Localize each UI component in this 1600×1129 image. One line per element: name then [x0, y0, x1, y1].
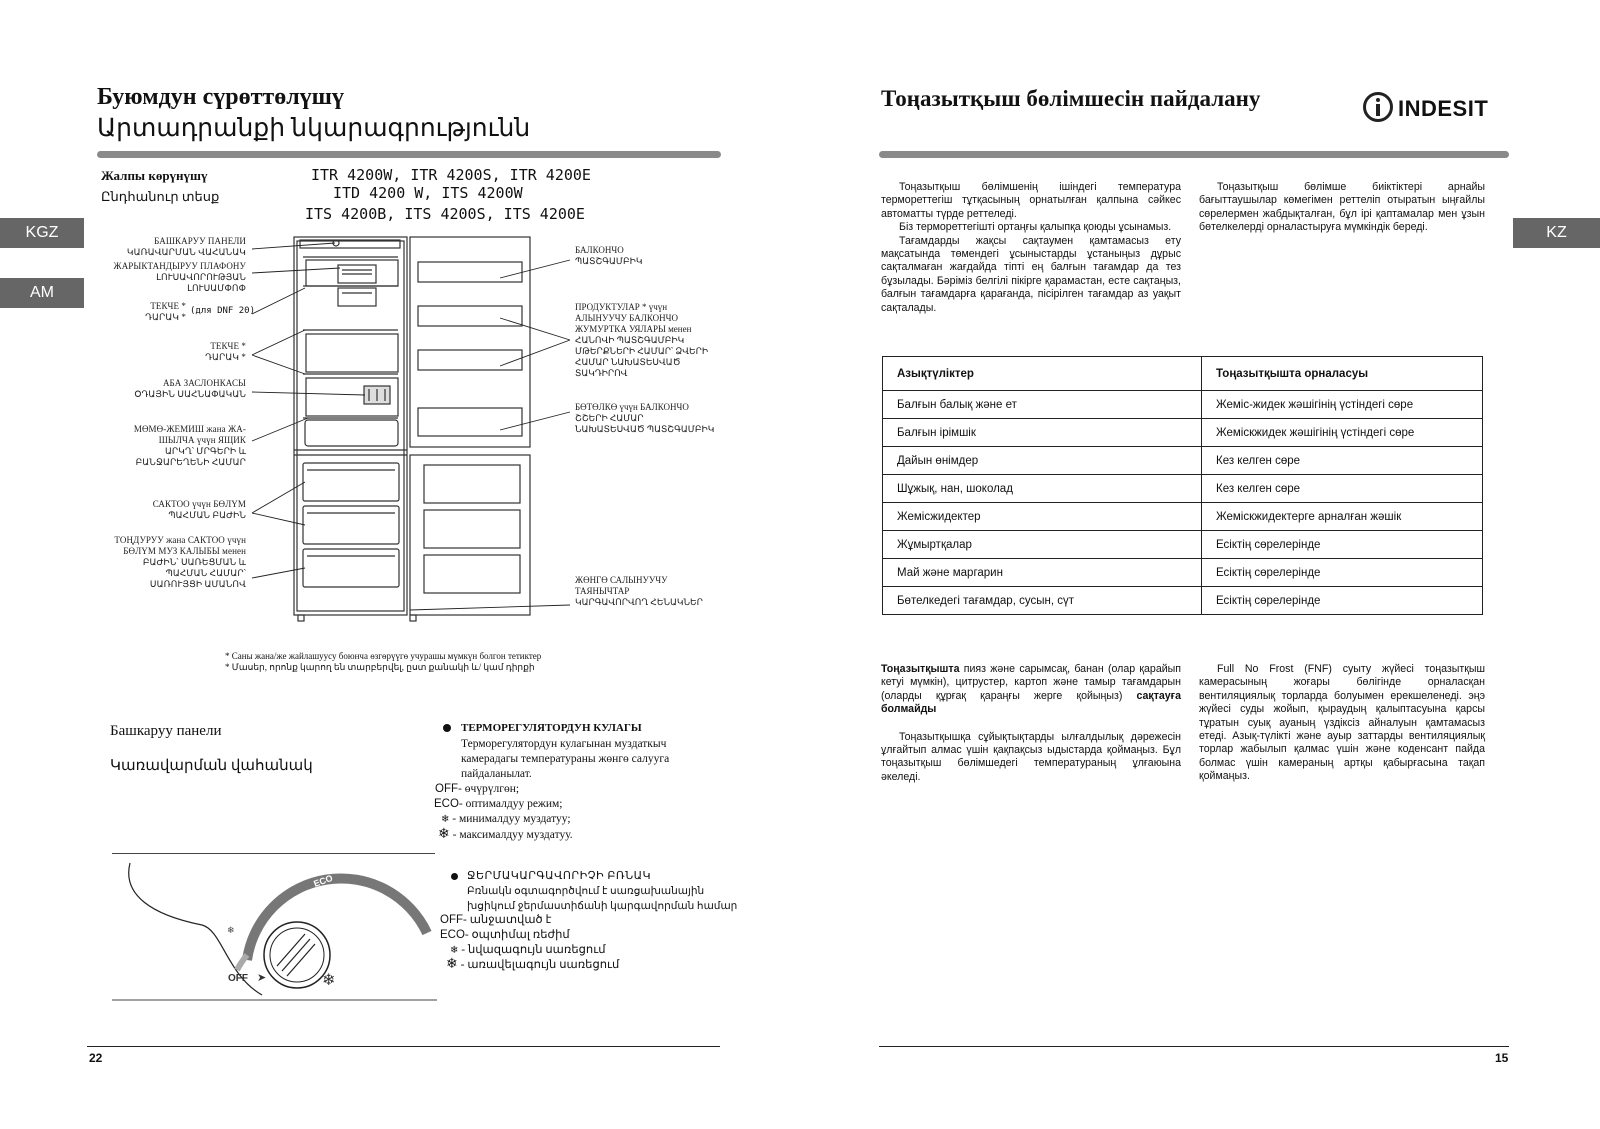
- fridge-body-left: [294, 237, 407, 615]
- fridge-door-upper: [410, 237, 530, 447]
- header-rule: [97, 151, 721, 158]
- overview-title-am: Ընդհանուր տեսք: [101, 189, 220, 204]
- model-list-line-1: ITR 4200W, ITR 4200S, ITR 4200E: [311, 166, 591, 184]
- divider-line: [112, 853, 435, 854]
- label-shelf-1-note: (для DNF 20): [190, 306, 256, 316]
- label-shelf-1: ТЕКЧЕ * ԴԱՐԱԿ *: [145, 301, 186, 322]
- food-placement-table: [882, 356, 1483, 615]
- label-freezer-compartment: ТОҢДУРУУ жана САКТОО үчүн БӨЛҮМ МУЗ КАЛЫБЫ менен ԲԱԺԻՆ՝ ՍԱՌԵՑՄԱՆ և ՊԱՀՄԱՆ ՀԱՄԱՐ՝ ՍԱՌՈՒՅՑԻ ԱՄԱՆՈՎ: [114, 535, 246, 589]
- table-row: Балғын ірімшік Жеміскжидек жәшігінің үстіндегі сөре: [883, 419, 1483, 447]
- table-row: Жұмыртқалар Есіктің сөрелерінде: [883, 531, 1483, 559]
- storage-warning-column: Тоңазытқышта пияз және сарымсақ, банан (олар қарайып кетуі мүмкін), цитрустер, картоп және тамыр тағамдарын (оларды құрғақ қараңғы жерге қойыңыз) сақтауға болмайды Тоңазытқышқа сұйықтықтарды ылғалдылық дәрежесін ұлғайтып алмас үшін қақпақсыз ыдыстарда қоймаңыз. Бұл тоңазытқыш бөлімшедегі температураның ұлғаюына әкеледі.: [881, 663, 1181, 783]
- dial-eco-label: ECO: [312, 872, 335, 889]
- snowflake-small-icon: ❄: [450, 945, 459, 956]
- bullet-icon: [451, 873, 458, 880]
- thermostat-dial: [112, 855, 437, 1005]
- label-storage-compartment: САКТОО үчүн БӨЛҮМ ՊԱՀՄԱՆ ԲԱԺԻՆ: [152, 499, 246, 520]
- page-number-left: 22: [89, 1051, 103, 1065]
- knob-heading-kg: ТЕРМОРЕГУЛЯТОРДУН КУЛАГЫ: [461, 722, 642, 734]
- model-list-line-2: ITD 4200 W, ITS 4200W: [333, 184, 523, 202]
- table-row: Шұжық, нан, шоколад Кез келген сөре: [883, 475, 1483, 503]
- table-row: Балғын балық және ет Жеміс-жидек жәшігінің үстіндегі сөре: [883, 391, 1483, 419]
- svg-text:➤: ➤: [257, 972, 267, 984]
- label-bottle-balcony: БӨТӨЛКӨ үчүн БАЛКОНЧО ՇՇԵՐԻ ՀԱՄԱՐ ՆԱԽԱՏԵՍՎԱԾ ՊԱՏՇԳԱՄԲԻԿ: [575, 402, 715, 434]
- label-control-panel: БАШКАРУУ ПАНЕЛИ ԿԱՌԱՎԱՐՄԱՆ ՎԱՀԱՆԱԿ: [126, 236, 246, 257]
- knob-heading-am: ՋԵՐՄԱԿԱՐԳԱՎՈՐԻՉԻ ԲՌՆԱԿ: [467, 870, 652, 882]
- knob-eco-kg: ECO- оптималдуу режим;: [434, 798, 563, 810]
- header-rule-right: [879, 151, 1509, 158]
- snowflake-large-icon: ❄: [446, 957, 458, 972]
- knob-off-am: OFF- անջատված է: [440, 914, 552, 926]
- snowflake-small-icon: ❄: [441, 814, 450, 825]
- no-frost-column: Full No Frost (FNF) суыту жүйесі тоңазытқыш камерасының жоғары бөлігінде орналасқан вентиляциялық торларда болуымен ерекшеленеді. эңэ жүйесі суды жойып, қыраудың қалыптасуына қарсы тұратын суық ауаның үздіксіз айналуын қамтамасыз етеді. Азық-түлікті және ауыр заттарды вентиляциялық торлар жабылып қалмас үшін және коденсант пайда болмас үшін камераның артқы қабырғасына тақап қоймаңыз.: [1199, 663, 1485, 783]
- overview-title-kg: Жалпы көрүнүшү: [101, 168, 208, 183]
- svg-text:❄: ❄: [227, 925, 235, 935]
- language-tab-kgz: KGZ: [0, 218, 84, 248]
- crisper-drawer: [305, 420, 398, 446]
- page-number-right: 15: [1495, 1051, 1509, 1065]
- language-tab-kz: KZ: [1513, 218, 1600, 248]
- label-removable-balcony: ПРОДУКТУЛАР * үчүн АЛЫНУУЧУ БАЛКОНЧО ЖУМУРТКА УЯЛАРЫ менен ՀԱՆՈՎԻ ՊԱՏՇԳԱՄԲԻԿ ՄԹԵՐՔՆԵՐԻ ՀԱՄԱՐ՝ ՁՎԵՐԻ ՀԱՄԱՐ ՆԱԽԱՏԵՍՎԱԾ ՏԱԿԴԻՐՈՎ: [575, 302, 709, 378]
- control-panel-title-am: Կառավարման վահանակ: [110, 758, 313, 774]
- table-header-cell: Азықтүліктер: [883, 357, 1202, 391]
- dial-off-label: OFF: [228, 973, 248, 984]
- table-row: Май және маргарин Есіктің сөрелерінде: [883, 559, 1483, 587]
- knob-max-am: ❄ - առավելագույն սառեցում: [446, 957, 620, 972]
- knob-min-kg: ❄ - минималдуу муздатуу;: [441, 813, 571, 825]
- label-adjustable-feet: ЖӨНГӨ САЛЫНУУЧУ ТАЯНЫЧТАР ԿԱՐԳԱՎՈՐՎՈՂ ՀԵՆԱԿՆԵՐ: [575, 575, 703, 607]
- control-panel-title-kg: Башкаруу панели: [110, 723, 222, 739]
- footnote-kg: * Саны жана/же жайлашуусу боюнча өзгөрүүгө учурашы мүмкүн болгон тетиктер: [225, 651, 542, 661]
- indesit-logo-icon: [1363, 92, 1393, 122]
- page-title-kz: Тоңазытқыш бөлімшесін пайдалану: [881, 86, 1261, 111]
- fridge-diagram: [240, 230, 620, 630]
- table-row: Жемісжидектер Жеміскжидектерге арналған жәшік: [883, 503, 1483, 531]
- table-row: Дайын өнімдер Кез келген сөре: [883, 447, 1483, 475]
- page-title-kg: Буюмдун сүрөттөлүшү: [97, 84, 344, 110]
- label-shelf-2: ТЕКЧЕ * ԴԱՐԱԿ *: [205, 341, 246, 362]
- brand-logo-text: INDESIT: [1398, 96, 1489, 121]
- freezer-drawer-2: [303, 506, 399, 544]
- model-list-line-3: ITS 4200B, ITS 4200S, ITS 4200E: [305, 205, 585, 223]
- table-header-cell: Тоңазытқышта орналасуы: [1202, 357, 1483, 391]
- intro-column-2: Тоңазытқыш бөлімше биіктіктері арнайы бағыттаушылар көмегімен реттеліп отыратын ыңғайлы сөрелермен жабдықталған, бұл ірі қаптамалар мен ұзын бөтелкелерді орналастыруға мүмкіндік береді.: [1199, 181, 1485, 234]
- knob-eco-am: ECO- օպտիմալ ռեժիմ: [440, 929, 570, 941]
- knob-max-kg: ❄ - максималдуу муздатуу.: [438, 827, 573, 842]
- language-tab-am: AM: [0, 278, 84, 308]
- fridge-door-lower: [410, 455, 530, 615]
- snowflake-large-icon: ❄: [438, 827, 450, 842]
- knob-desc-kg: Терморегулятордун кулагынан муздаткыч камерадагы температураны жөнгө салууга пайдаланылат.: [461, 738, 670, 780]
- table-header-row: [883, 357, 1483, 391]
- intro-column-1: Тоңазытқыш бөлімшенің ішіндегі температура термореттегіш тұтқасының орнатылған қалпына сәйкес автоматты түрде реттеледі. Біз термореттегішті ортаңғы қалыпқа қоюды ұсынамыз. Тағамдарды жақсы сақтаумен қамтамасыз ету мақсатында төмендегі ұсыныстарды ұстаныңыз дұрыс сақталмаған жағдайда тіпті ең балғын тағамдар да тез бұзылады. Бәріміз белгілі пікірге қарамастан, есте сақтаңыз, балғын тағамдарға қарағанда, пісірілген тағамдар аз уақыт сақталады.: [881, 181, 1181, 314]
- footnote-am: * Մասեր, որոնք կարող են տարբերվել, ըստ քանակի և/ կամ դիրքի: [225, 662, 535, 672]
- footer-rule-right: [879, 1046, 1509, 1047]
- bullet-icon: [443, 724, 451, 732]
- knob-off-kg: OFF- өчүрүлгөн;: [435, 783, 520, 795]
- label-lamp: ЖАРЫКТАНДЫРУУ ПЛАФОНУ ԼՈՒՍԱՎՈՐՈՒԹՅԱՆ ԼՈՒՍԱՄՓՈՓ: [113, 261, 246, 293]
- label-crisper: МӨМӨ-ЖЕМИШ жана ЖА-ШЫЛЧА үчүн ЯЩИК ԱՐԿՂ՝ ՄՐԳԵՐԻ և ԲԱՆՋԱՐԵՂԵՆԻ ՀԱՄԱՐ: [133, 424, 246, 467]
- label-air-damper: АБА ЗАСЛОНКАСЫ ՕԴԱՅԻՆ ՍԱՀՆԱՓԱԿԱՆ: [134, 378, 246, 399]
- freezer-drawer-1: [303, 463, 399, 501]
- footer-rule-left: [87, 1046, 720, 1047]
- knob-desc-am: Բռնակն օգտագործվում է սառցախանային խցիկում ջերմաստիճանի կարգավորման համար: [467, 886, 738, 912]
- page-title-am: Արտադրանքի նկարագրությունն: [97, 115, 531, 142]
- freezer-drawer-3: [303, 549, 399, 587]
- knob-min-am: ❄ - նվազագույն սառեցում: [450, 944, 606, 956]
- dial-snowflake-icon: ❄: [322, 972, 336, 989]
- table-row: Бөтелкедегі тағамдар, сусын, сүт Есіктің сөрелерінде: [883, 587, 1483, 615]
- label-balcony: БАЛКОНЧО ՊԱՏՇԳԱՄԲԻԿ: [575, 245, 643, 266]
